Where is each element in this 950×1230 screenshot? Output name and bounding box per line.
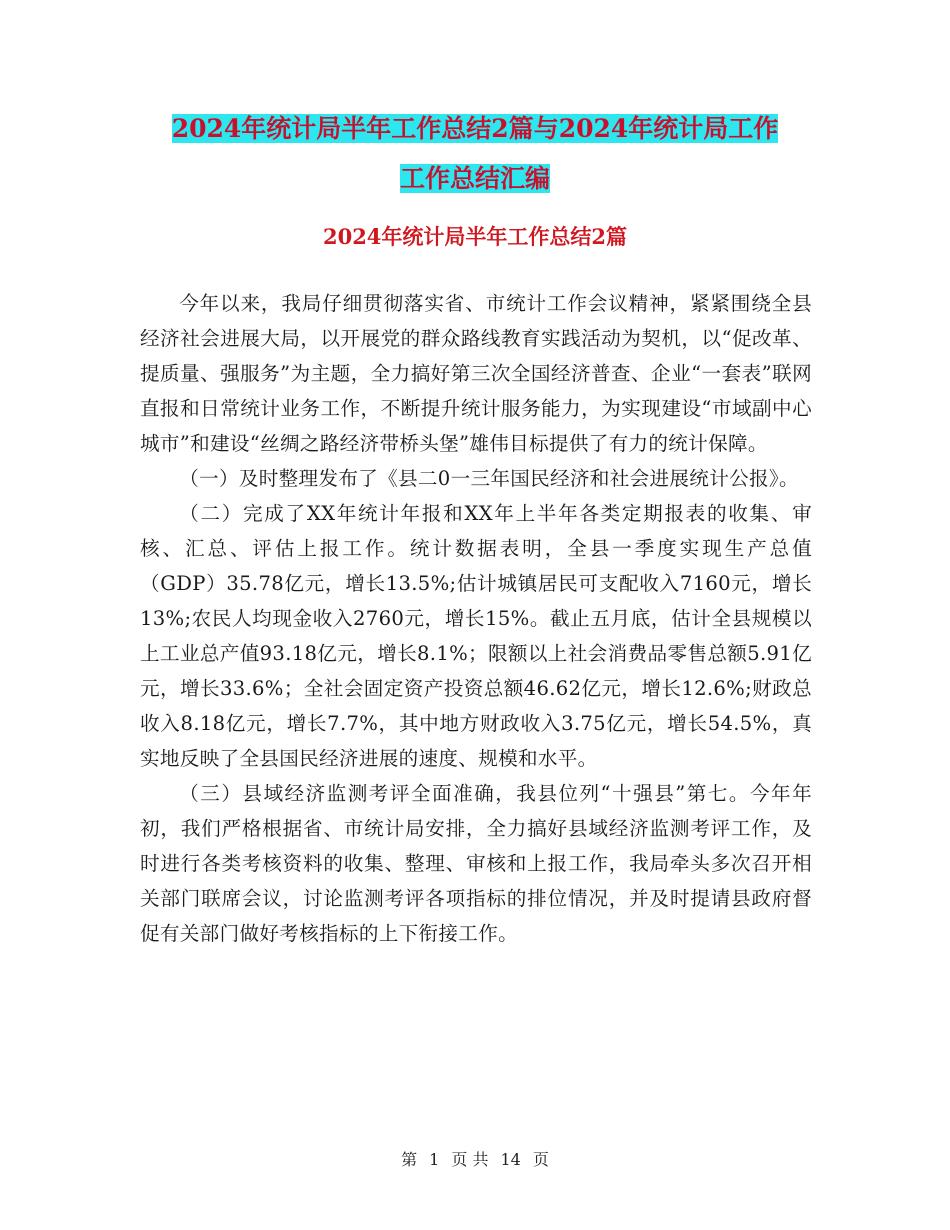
document-title-line1: 2024年统计局半年工作总结2篇与2024年统计局工作 (171, 114, 779, 143)
document-body (140, 286, 812, 951)
footer-page-prefix: 第 (401, 1150, 418, 1169)
paragraph-item-2: （二）完成了XX年统计年报和XX年上半年各类定期报表的收集、审核、汇总、评估上报工作。统计数据表明，全县一季度实现生产总值（GDP）35.78亿元，增长13.5%;估计城镇居民可支配收入7160元，增长13%;农民人均现金收入2760元，增长15%。截止五月底，估计全县规模以上工业总产值93.18亿元，增长8.1%；限额以上社会消费品零售总额5.91亿元，增长33.6%；全社会固定资产投资总额46.62亿元，增长12.6%;财政总收入8.18亿元，增长7.7%，其中地方财政收入3.75亿元，增长54.5%，真实地反映了全县国民经济进展的速度、规模和水平。 (140, 502, 812, 770)
page-footer (0, 1150, 950, 1170)
paragraph-intro: 今年以来，我局仔细贯彻落实省、市统计工作会议精神，紧紧围绕全县经济社会进展大局，以开展党的群众路线教育实践活动为契机，以“促改革、提质量、强服务”为主题，全力搞好第三次全国经济普查、企业“一套表”联网直报和日常统计业务工作，不断提升统计服务能力，为实现建设“市域副中心城市”和建设“丝绸之路经济带桥头堡”雄伟目标提供了有力的统计保障。 (140, 292, 812, 455)
footer-page-number: 1 (429, 1150, 440, 1169)
paragraph-item-3: （三）县域经济监测考评全面准确，我县位列“十强县”第七。今年年初，我们严格根据省、市统计局安排，全力搞好县域经济监测考评工作，及时进行各类考核资料的收集、整理、审核和上报工作，我局牵头多次召开相关部门联席会议，讨论监测考评各项指标的排位情况，并及时提请县政府督促有关部门做好考核指标的上下衔接工作。 (140, 782, 812, 945)
paragraph-item-1: （一）及时整理发布了《县二0一三年国民经济和社会进展统计公报》。 (179, 467, 799, 490)
footer-page-mid: 页 共 (451, 1150, 489, 1169)
section-title: 2024年统计局半年工作总结2篇 (322, 224, 628, 249)
document-title (0, 104, 950, 204)
document-title-line2: 工作总结汇编 (399, 164, 550, 193)
footer-page-suffix: 页 (532, 1150, 549, 1169)
footer-total-pages: 14 (500, 1150, 521, 1169)
